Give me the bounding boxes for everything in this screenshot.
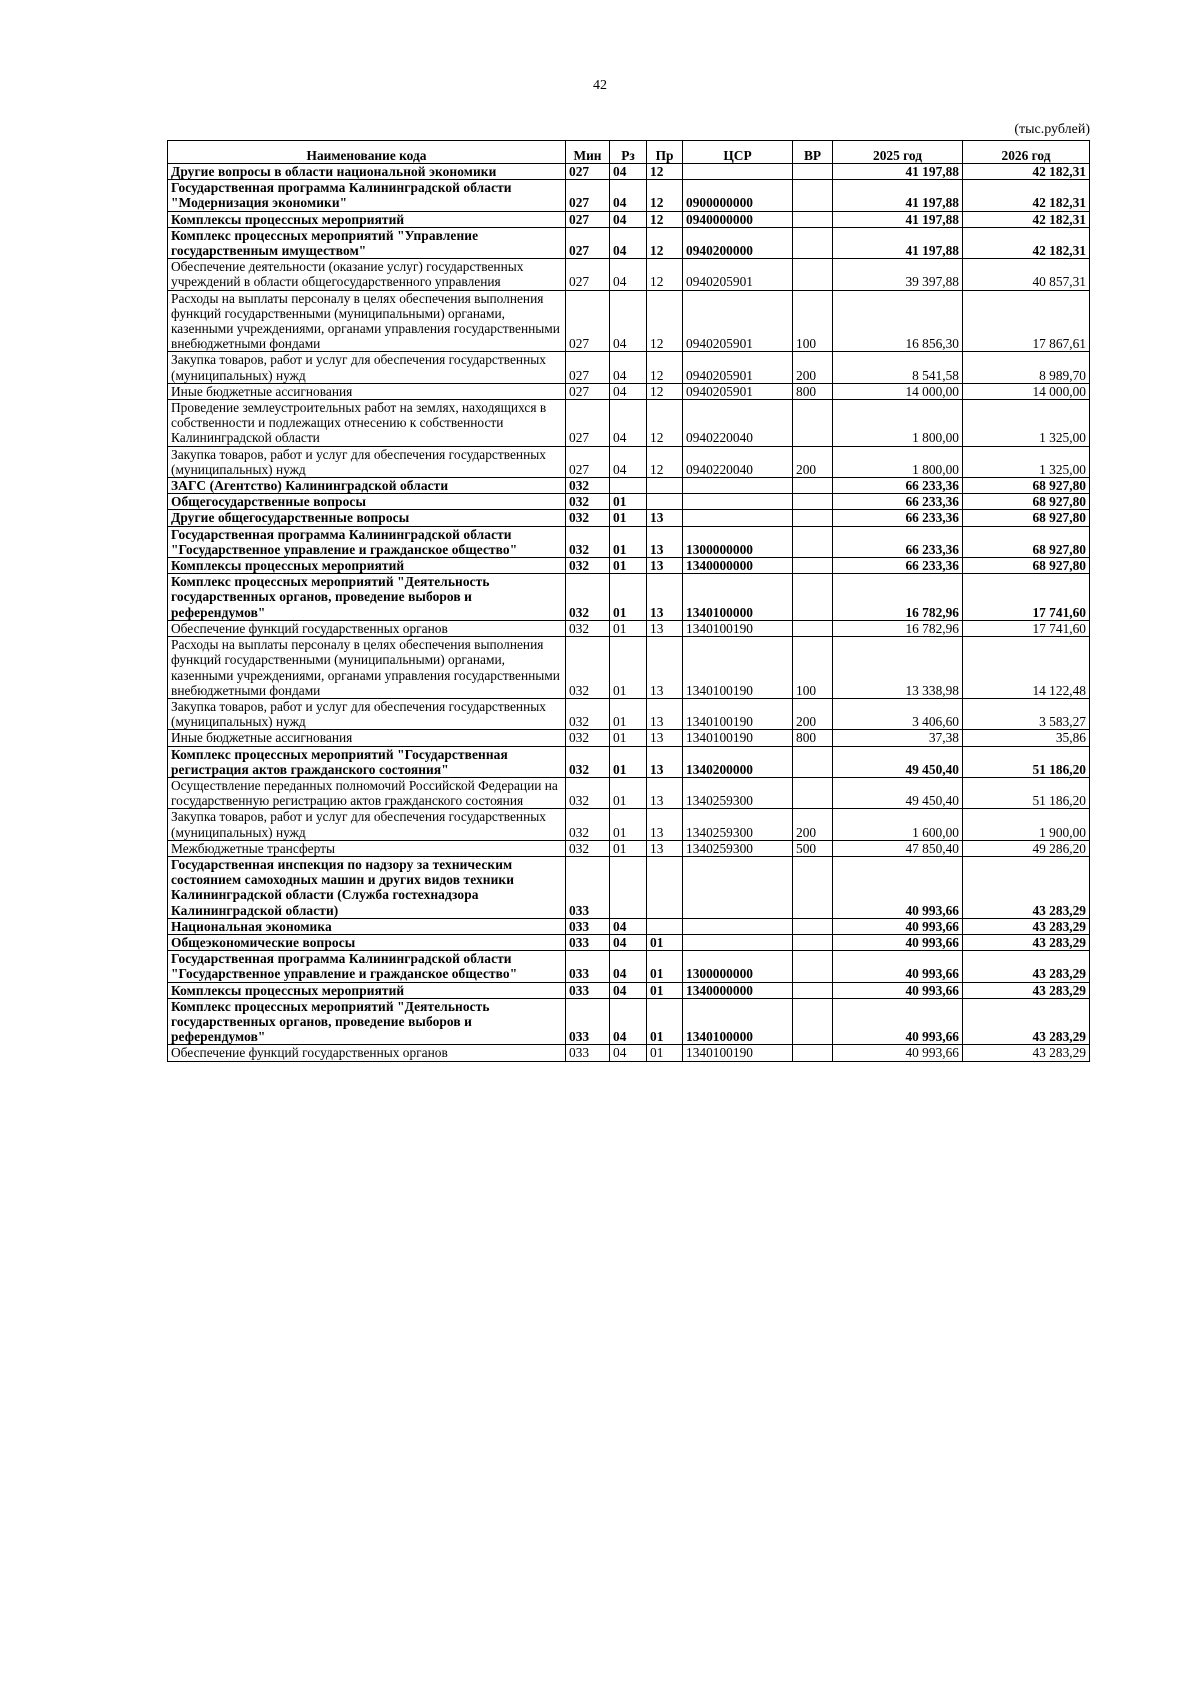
cell-min: 033 <box>566 934 610 950</box>
cell-2025: 66 233,36 <box>833 478 963 494</box>
cell-pr: 13 <box>647 840 683 856</box>
cell-2025: 8 541,58 <box>833 352 963 383</box>
cell-csr: 1340100190 <box>683 637 793 699</box>
cell-min: 033 <box>566 1045 610 1061</box>
cell-vr <box>793 934 833 950</box>
cell-2025: 41 197,88 <box>833 164 963 180</box>
table-row <box>168 856 1090 918</box>
cell-name: Обеспечение функций государственных органов <box>168 620 566 636</box>
cell-min: 032 <box>566 510 610 526</box>
table-row <box>168 494 1090 510</box>
cell-vr <box>793 558 833 574</box>
cell-pr: 12 <box>647 400 683 447</box>
cell-min: 027 <box>566 164 610 180</box>
table-row <box>168 180 1090 211</box>
table-row <box>168 211 1090 227</box>
cell-2025: 40 993,66 <box>833 982 963 998</box>
cell-min: 032 <box>566 730 610 746</box>
table-row <box>168 526 1090 557</box>
cell-min: 027 <box>566 400 610 447</box>
cell-csr: 0940205901 <box>683 290 793 352</box>
cell-min: 033 <box>566 856 610 918</box>
cell-name: Другие вопросы в области национальной экономики <box>168 164 566 180</box>
cell-csr: 1340000000 <box>683 982 793 998</box>
cell-2025: 1 600,00 <box>833 809 963 840</box>
cell-2025: 40 993,66 <box>833 856 963 918</box>
cell-2025: 3 406,60 <box>833 698 963 729</box>
cell-pr: 13 <box>647 620 683 636</box>
cell-min: 027 <box>566 180 610 211</box>
cell-name: Комплекс процессных мероприятий "Государственная регистрация актов гражданского состояния" <box>168 746 566 777</box>
cell-2026: 43 283,29 <box>963 918 1090 934</box>
cell-vr: 200 <box>793 446 833 477</box>
cell-csr: 0940200000 <box>683 227 793 258</box>
cell-min: 027 <box>566 383 610 399</box>
cell-vr <box>793 259 833 290</box>
cell-vr <box>793 227 833 258</box>
cell-rz: 04 <box>610 918 647 934</box>
cell-name: Государственная программа Калининградской области "Государственное управление и гражданское общество" <box>168 526 566 557</box>
cell-pr: 13 <box>647 526 683 557</box>
cell-pr: 01 <box>647 951 683 982</box>
cell-pr <box>647 856 683 918</box>
cell-rz <box>610 478 647 494</box>
cell-csr: 1340100000 <box>683 998 793 1045</box>
cell-2025: 1 800,00 <box>833 446 963 477</box>
table-row <box>168 1045 1090 1061</box>
col-header-csr: ЦСР <box>683 141 793 164</box>
cell-name: Обеспечение деятельности (оказание услуг) государственных учреждений в области общегосударственного управления <box>168 259 566 290</box>
cell-2025: 13 338,98 <box>833 637 963 699</box>
cell-2026: 35,86 <box>963 730 1090 746</box>
cell-2025: 66 233,36 <box>833 558 963 574</box>
cell-vr <box>793 856 833 918</box>
table-row <box>168 620 1090 636</box>
cell-min: 032 <box>566 478 610 494</box>
cell-2026: 1 900,00 <box>963 809 1090 840</box>
cell-rz: 01 <box>610 526 647 557</box>
cell-rz: 01 <box>610 510 647 526</box>
cell-2026: 43 283,29 <box>963 856 1090 918</box>
cell-name: Государственная инспекция по надзору за техническим состоянием самоходных машин и других видов техники Калининградской области (Служба гостехнадзора Калининградской области) <box>168 856 566 918</box>
cell-min: 027 <box>566 290 610 352</box>
cell-2026: 49 286,20 <box>963 840 1090 856</box>
cell-vr <box>793 777 833 808</box>
cell-vr: 200 <box>793 698 833 729</box>
cell-min: 032 <box>566 558 610 574</box>
table-header-row <box>168 141 1090 164</box>
col-header-pr: Пр <box>647 141 683 164</box>
cell-2026: 17 741,60 <box>963 574 1090 621</box>
cell-pr: 13 <box>647 730 683 746</box>
cell-csr: 1340100190 <box>683 698 793 729</box>
cell-min: 032 <box>566 574 610 621</box>
col-header-2025: 2025 год <box>833 141 963 164</box>
cell-pr <box>647 494 683 510</box>
cell-rz: 01 <box>610 777 647 808</box>
cell-rz: 04 <box>610 227 647 258</box>
cell-csr <box>683 164 793 180</box>
cell-vr <box>793 746 833 777</box>
cell-csr: 1340259300 <box>683 809 793 840</box>
cell-pr: 01 <box>647 934 683 950</box>
cell-csr <box>683 856 793 918</box>
cell-2025: 40 993,66 <box>833 951 963 982</box>
cell-min: 027 <box>566 352 610 383</box>
table-row <box>168 227 1090 258</box>
cell-csr: 1300000000 <box>683 526 793 557</box>
cell-pr: 13 <box>647 809 683 840</box>
cell-pr: 12 <box>647 164 683 180</box>
cell-rz: 01 <box>610 620 647 636</box>
cell-vr: 100 <box>793 637 833 699</box>
cell-rz: 04 <box>610 383 647 399</box>
cell-csr: 1340100190 <box>683 1045 793 1061</box>
cell-2026: 68 927,80 <box>963 558 1090 574</box>
cell-2026: 43 283,29 <box>963 934 1090 950</box>
cell-2026: 42 182,31 <box>963 227 1090 258</box>
cell-min: 032 <box>566 526 610 557</box>
table-row <box>168 840 1090 856</box>
cell-2025: 66 233,36 <box>833 526 963 557</box>
cell-name: Общеэкономические вопросы <box>168 934 566 950</box>
cell-csr <box>683 934 793 950</box>
cell-min: 027 <box>566 259 610 290</box>
cell-vr <box>793 400 833 447</box>
table-row <box>168 934 1090 950</box>
cell-2026: 43 283,29 <box>963 951 1090 982</box>
table-row <box>168 383 1090 399</box>
cell-vr <box>793 982 833 998</box>
cell-min: 027 <box>566 446 610 477</box>
cell-rz: 01 <box>610 840 647 856</box>
cell-2025: 14 000,00 <box>833 383 963 399</box>
cell-pr: 12 <box>647 446 683 477</box>
cell-2025: 37,38 <box>833 730 963 746</box>
cell-2025: 40 993,66 <box>833 1045 963 1061</box>
cell-name: Иные бюджетные ассигнования <box>168 730 566 746</box>
cell-csr: 0940220040 <box>683 446 793 477</box>
cell-name: Комплексы процессных мероприятий <box>168 558 566 574</box>
cell-name: Расходы на выплаты персоналу в целях обеспечения выполнения функций государственными (муниципальными) органами, казенными учреждениями, органами управления государственными внебюджетными фондами <box>168 290 566 352</box>
cell-name: Иные бюджетные ассигнования <box>168 383 566 399</box>
cell-2026: 40 857,31 <box>963 259 1090 290</box>
cell-vr <box>793 918 833 934</box>
cell-vr: 200 <box>793 352 833 383</box>
table-row <box>168 478 1090 494</box>
cell-2026: 42 182,31 <box>963 211 1090 227</box>
table-row <box>168 777 1090 808</box>
cell-vr: 800 <box>793 730 833 746</box>
cell-2026: 1 325,00 <box>963 446 1090 477</box>
cell-rz: 01 <box>610 494 647 510</box>
table-row <box>168 951 1090 982</box>
cell-csr: 0940220040 <box>683 400 793 447</box>
cell-vr: 800 <box>793 383 833 399</box>
cell-rz: 04 <box>610 164 647 180</box>
cell-csr <box>683 918 793 934</box>
cell-csr: 0940000000 <box>683 211 793 227</box>
col-header-min: Мин <box>566 141 610 164</box>
cell-vr <box>793 1045 833 1061</box>
cell-2026: 43 283,29 <box>963 982 1090 998</box>
cell-2025: 39 397,88 <box>833 259 963 290</box>
cell-csr <box>683 478 793 494</box>
table-row <box>168 510 1090 526</box>
cell-2026: 14 122,48 <box>963 637 1090 699</box>
cell-rz: 04 <box>610 998 647 1045</box>
table-row <box>168 998 1090 1045</box>
cell-rz: 01 <box>610 746 647 777</box>
cell-rz: 01 <box>610 698 647 729</box>
cell-2025: 16 782,96 <box>833 574 963 621</box>
cell-2025: 41 197,88 <box>833 180 963 211</box>
cell-rz: 01 <box>610 637 647 699</box>
cell-pr: 12 <box>647 180 683 211</box>
cell-2026: 1 325,00 <box>963 400 1090 447</box>
table-row <box>168 446 1090 477</box>
cell-vr <box>793 951 833 982</box>
cell-name: Комплекс процессных мероприятий "Деятельность государственных органов, проведение выборов и референдумов" <box>168 574 566 621</box>
table-row <box>168 574 1090 621</box>
cell-name: Государственная программа Калининградской области "Государственное управление и гражданское общество" <box>168 951 566 982</box>
cell-pr: 13 <box>647 558 683 574</box>
cell-pr <box>647 918 683 934</box>
cell-vr <box>793 510 833 526</box>
cell-csr: 0940205901 <box>683 259 793 290</box>
cell-2025: 16 782,96 <box>833 620 963 636</box>
cell-name: Закупка товаров, работ и услуг для обеспечения государственных (муниципальных) нужд <box>168 698 566 729</box>
cell-pr: 13 <box>647 777 683 808</box>
cell-csr: 0900000000 <box>683 180 793 211</box>
cell-2025: 41 197,88 <box>833 227 963 258</box>
table-row <box>168 698 1090 729</box>
cell-csr <box>683 510 793 526</box>
col-header-name: Наименование кода <box>168 141 566 164</box>
table-row <box>168 637 1090 699</box>
cell-rz: 04 <box>610 400 647 447</box>
cell-csr: 1340259300 <box>683 840 793 856</box>
cell-min: 032 <box>566 620 610 636</box>
cell-csr: 1340100190 <box>683 730 793 746</box>
cell-pr <box>647 478 683 494</box>
units-note: (тыс.рублей) <box>1014 122 1090 137</box>
cell-name: Комплекс процессных мероприятий "Деятельность государственных органов, проведение выборов и референдумов" <box>168 998 566 1045</box>
cell-min: 032 <box>566 777 610 808</box>
cell-vr <box>793 211 833 227</box>
cell-rz: 04 <box>610 180 647 211</box>
cell-min: 027 <box>566 211 610 227</box>
cell-rz <box>610 856 647 918</box>
cell-vr <box>793 620 833 636</box>
cell-2026: 8 989,70 <box>963 352 1090 383</box>
cell-2026: 43 283,29 <box>963 998 1090 1045</box>
cell-csr: 1340000000 <box>683 558 793 574</box>
cell-rz: 04 <box>610 446 647 477</box>
cell-2026: 68 927,80 <box>963 510 1090 526</box>
table-row <box>168 558 1090 574</box>
cell-vr: 100 <box>793 290 833 352</box>
cell-name: Осуществление переданных полномочий Российской Федерации на государственную регистрацию актов гражданского состояния <box>168 777 566 808</box>
cell-name: Государственная программа Калининградской области "Модернизация экономики" <box>168 180 566 211</box>
cell-2026: 43 283,29 <box>963 1045 1090 1061</box>
cell-name: Обеспечение функций государственных органов <box>168 1045 566 1061</box>
cell-name: ЗАГС (Агентство) Калининградской области <box>168 478 566 494</box>
cell-csr: 0940205901 <box>683 352 793 383</box>
table-row <box>168 259 1090 290</box>
cell-2025: 40 993,66 <box>833 918 963 934</box>
cell-csr: 1300000000 <box>683 951 793 982</box>
cell-name: Закупка товаров, работ и услуг для обеспечения государственных (муниципальных) нужд <box>168 809 566 840</box>
cell-min: 032 <box>566 809 610 840</box>
cell-pr: 13 <box>647 698 683 729</box>
cell-min: 033 <box>566 918 610 934</box>
cell-rz: 04 <box>610 934 647 950</box>
cell-rz: 01 <box>610 730 647 746</box>
cell-pr: 12 <box>647 259 683 290</box>
col-header-vr: ВР <box>793 141 833 164</box>
cell-vr <box>793 526 833 557</box>
cell-name: Комплекс процессных мероприятий "Управление государственным имуществом" <box>168 227 566 258</box>
cell-pr: 13 <box>647 746 683 777</box>
cell-pr: 13 <box>647 637 683 699</box>
cell-2026: 42 182,31 <box>963 164 1090 180</box>
cell-2026: 42 182,31 <box>963 180 1090 211</box>
cell-pr: 13 <box>647 574 683 621</box>
table-row <box>168 352 1090 383</box>
cell-rz: 01 <box>610 558 647 574</box>
cell-vr <box>793 478 833 494</box>
cell-name: Общегосударственные вопросы <box>168 494 566 510</box>
cell-2026: 17 741,60 <box>963 620 1090 636</box>
cell-csr: 0940205901 <box>683 383 793 399</box>
cell-csr <box>683 494 793 510</box>
cell-name: Закупка товаров, работ и услуг для обеспечения государственных (муниципальных) нужд <box>168 446 566 477</box>
cell-pr: 12 <box>647 227 683 258</box>
cell-vr <box>793 494 833 510</box>
cell-2025: 66 233,36 <box>833 494 963 510</box>
cell-rz: 04 <box>610 352 647 383</box>
cell-name: Проведение землеустроительных работ на землях, находящихся в собственности и подлежащих отнесению к собственности Калининградской области <box>168 400 566 447</box>
cell-min: 032 <box>566 494 610 510</box>
cell-name: Комплексы процессных мероприятий <box>168 982 566 998</box>
cell-pr: 12 <box>647 383 683 399</box>
table-row <box>168 982 1090 998</box>
col-header-2026: 2026 год <box>963 141 1090 164</box>
cell-vr <box>793 164 833 180</box>
col-header-rz: Рз <box>610 141 647 164</box>
cell-pr: 01 <box>647 998 683 1045</box>
cell-2026: 14 000,00 <box>963 383 1090 399</box>
cell-rz: 04 <box>610 259 647 290</box>
cell-2026: 51 186,20 <box>963 746 1090 777</box>
cell-vr <box>793 180 833 211</box>
cell-2025: 49 450,40 <box>833 746 963 777</box>
cell-vr <box>793 574 833 621</box>
table-row <box>168 809 1090 840</box>
cell-rz: 04 <box>610 1045 647 1061</box>
cell-name: Национальная экономика <box>168 918 566 934</box>
cell-2025: 16 856,30 <box>833 290 963 352</box>
cell-csr: 1340100190 <box>683 620 793 636</box>
cell-2026: 51 186,20 <box>963 777 1090 808</box>
cell-name: Закупка товаров, работ и услуг для обеспечения государственных (муниципальных) нужд <box>168 352 566 383</box>
cell-2025: 49 450,40 <box>833 777 963 808</box>
cell-2025: 47 850,40 <box>833 840 963 856</box>
cell-2026: 68 927,80 <box>963 494 1090 510</box>
cell-csr: 1340200000 <box>683 746 793 777</box>
table-row <box>168 918 1090 934</box>
cell-pr: 12 <box>647 290 683 352</box>
table-row <box>168 164 1090 180</box>
table-row <box>168 746 1090 777</box>
cell-vr: 500 <box>793 840 833 856</box>
cell-name: Другие общегосударственные вопросы <box>168 510 566 526</box>
cell-rz: 01 <box>610 574 647 621</box>
cell-min: 032 <box>566 746 610 777</box>
cell-2025: 66 233,36 <box>833 510 963 526</box>
cell-min: 032 <box>566 840 610 856</box>
cell-min: 032 <box>566 637 610 699</box>
cell-pr: 01 <box>647 1045 683 1061</box>
cell-csr: 1340100000 <box>683 574 793 621</box>
table-row <box>168 400 1090 447</box>
page-number: 42 <box>593 78 607 93</box>
cell-rz: 01 <box>610 809 647 840</box>
cell-2026: 68 927,80 <box>963 526 1090 557</box>
cell-rz: 04 <box>610 290 647 352</box>
cell-name: Расходы на выплаты персоналу в целях обеспечения выполнения функций государственными (муниципальными) органами, казенными учреждениями, органами управления государственными внебюджетными фондами <box>168 637 566 699</box>
cell-2025: 1 800,00 <box>833 400 963 447</box>
cell-vr <box>793 998 833 1045</box>
cell-2026: 17 867,61 <box>963 290 1090 352</box>
cell-2026: 68 927,80 <box>963 478 1090 494</box>
table-row <box>168 730 1090 746</box>
cell-rz: 04 <box>610 982 647 998</box>
cell-rz: 04 <box>610 211 647 227</box>
cell-min: 033 <box>566 982 610 998</box>
cell-min: 033 <box>566 998 610 1045</box>
cell-name: Комплексы процессных мероприятий <box>168 211 566 227</box>
cell-pr: 01 <box>647 982 683 998</box>
cell-min: 032 <box>566 698 610 729</box>
table-row <box>168 290 1090 352</box>
cell-min: 027 <box>566 227 610 258</box>
cell-min: 033 <box>566 951 610 982</box>
cell-csr: 1340259300 <box>683 777 793 808</box>
cell-pr: 12 <box>647 352 683 383</box>
cell-2025: 41 197,88 <box>833 211 963 227</box>
cell-name: Межбюджетные трансферты <box>168 840 566 856</box>
budget-table <box>167 140 1090 1062</box>
cell-pr: 12 <box>647 211 683 227</box>
cell-2025: 40 993,66 <box>833 998 963 1045</box>
cell-2026: 3 583,27 <box>963 698 1090 729</box>
cell-rz: 04 <box>610 951 647 982</box>
cell-2025: 40 993,66 <box>833 934 963 950</box>
cell-pr: 13 <box>647 510 683 526</box>
cell-vr: 200 <box>793 809 833 840</box>
